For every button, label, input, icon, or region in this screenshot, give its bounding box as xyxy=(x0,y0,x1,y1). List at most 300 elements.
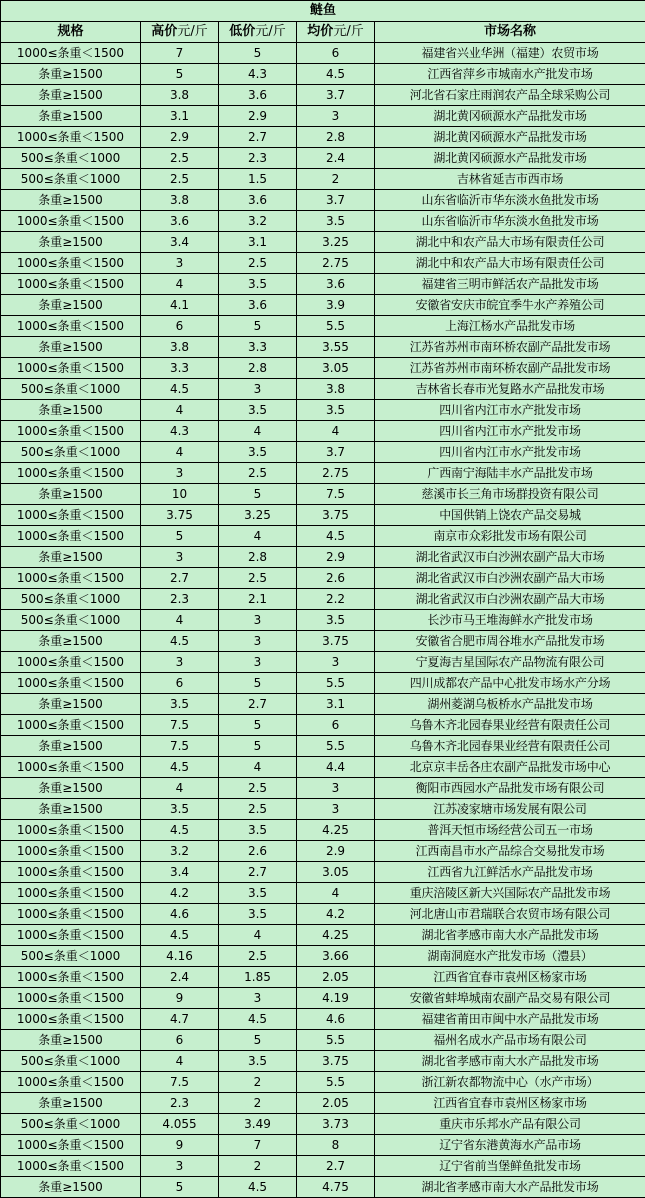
table-row xyxy=(1,988,645,1009)
cell-market: 湖北省武汉市白沙洲农副产品大市场 xyxy=(375,547,645,568)
cell-low-price: 2.9 xyxy=(219,106,297,127)
cell-low-price: 2 xyxy=(219,1072,297,1093)
cell-high-price: 2.7 xyxy=(141,568,219,589)
cell-avg-price: 4 xyxy=(297,421,375,442)
cell-avg-price: 6 xyxy=(297,715,375,736)
cell-low-price: 2 xyxy=(219,1093,297,1114)
cell-spec: 1000≤条重＜1500 xyxy=(1,505,141,526)
cell-spec: 条重≥1500 xyxy=(1,631,141,652)
table-row xyxy=(1,841,645,862)
cell-high-price: 3 xyxy=(141,1156,219,1177)
cell-high-price: 6 xyxy=(141,316,219,337)
cell-spec: 1000≤条重＜1500 xyxy=(1,43,141,64)
cell-low-price: 3.2 xyxy=(219,211,297,232)
cell-low-price: 3 xyxy=(219,379,297,400)
table-row xyxy=(1,610,645,631)
table-row xyxy=(1,358,645,379)
cell-high-price: 7.5 xyxy=(141,736,219,757)
cell-spec: 500≤条重＜1000 xyxy=(1,379,141,400)
cell-low-price: 5 xyxy=(219,736,297,757)
cell-high-price: 4.5 xyxy=(141,925,219,946)
cell-low-price: 2.5 xyxy=(219,799,297,820)
cell-spec: 1000≤条重＜1500 xyxy=(1,715,141,736)
cell-low-price: 3.5 xyxy=(219,1051,297,1072)
cell-market: 湖北中和农产品大市场有限责任公司 xyxy=(375,253,645,274)
cell-market: 河北唐山市君瑞联合农贸市场有限公司 xyxy=(375,904,645,925)
cell-spec: 1000≤条重＜1500 xyxy=(1,358,141,379)
cell-spec: 1000≤条重＜1500 xyxy=(1,988,141,1009)
cell-low-price: 5 xyxy=(219,484,297,505)
table-row xyxy=(1,673,645,694)
header-avg-price xyxy=(297,22,375,43)
cell-high-price: 3.8 xyxy=(141,85,219,106)
cell-spec: 条重≥1500 xyxy=(1,799,141,820)
cell-spec: 500≤条重＜1000 xyxy=(1,1114,141,1135)
cell-spec: 条重≥1500 xyxy=(1,736,141,757)
table-row xyxy=(1,904,645,925)
table-row xyxy=(1,820,645,841)
header-row xyxy=(1,22,645,43)
cell-low-price: 2.5 xyxy=(219,568,297,589)
cell-high-price: 5 xyxy=(141,1177,219,1198)
cell-spec: 1000≤条重＜1500 xyxy=(1,862,141,883)
cell-avg-price: 3.66 xyxy=(297,946,375,967)
cell-high-price: 3.2 xyxy=(141,841,219,862)
cell-low-price: 5 xyxy=(219,43,297,64)
cell-spec: 条重≥1500 xyxy=(1,232,141,253)
cell-avg-price: 4.5 xyxy=(297,526,375,547)
cell-spec: 500≤条重＜1000 xyxy=(1,610,141,631)
cell-high-price: 7 xyxy=(141,43,219,64)
cell-high-price: 3.8 xyxy=(141,190,219,211)
cell-low-price: 4 xyxy=(219,925,297,946)
cell-market: 慈溪市长三角市场群投资有限公司 xyxy=(375,484,645,505)
cell-avg-price: 2.9 xyxy=(297,841,375,862)
cell-market: 江西省宜春市袁州区杨家市场 xyxy=(375,1093,645,1114)
cell-avg-price: 3.55 xyxy=(297,337,375,358)
cell-low-price: 4.5 xyxy=(219,1177,297,1198)
cell-avg-price: 4 xyxy=(297,883,375,904)
cell-avg-price: 2.9 xyxy=(297,547,375,568)
cell-high-price: 4.1 xyxy=(141,295,219,316)
cell-avg-price: 3 xyxy=(297,652,375,673)
cell-avg-price: 3.1 xyxy=(297,694,375,715)
table-row xyxy=(1,631,645,652)
cell-spec: 1000≤条重＜1500 xyxy=(1,463,141,484)
cell-market: 湖北省武汉市白沙洲农副产品大市场 xyxy=(375,589,645,610)
cell-low-price: 2.7 xyxy=(219,862,297,883)
cell-low-price: 4 xyxy=(219,421,297,442)
cell-spec: 1000≤条重＜1500 xyxy=(1,526,141,547)
cell-market: 宁夏海吉星国际农产品物流有限公司 xyxy=(375,652,645,673)
cell-high-price: 9 xyxy=(141,988,219,1009)
cell-avg-price: 3.73 xyxy=(297,1114,375,1135)
cell-market: 普洱天恒市场经营公司五一市场 xyxy=(375,820,645,841)
table-row xyxy=(1,43,645,64)
cell-avg-price: 3.5 xyxy=(297,211,375,232)
table-row xyxy=(1,652,645,673)
cell-high-price: 4 xyxy=(141,778,219,799)
cell-market: 河北省石家庄雨润农产品全球采购公司 xyxy=(375,85,645,106)
cell-low-price: 5 xyxy=(219,673,297,694)
cell-market: 湖北省孝感市南大水产品批发市场 xyxy=(375,1177,645,1198)
cell-spec: 条重≥1500 xyxy=(1,85,141,106)
cell-high-price: 4 xyxy=(141,274,219,295)
cell-avg-price: 4.4 xyxy=(297,757,375,778)
cell-market: 江西省九江鲜活水产品批发市场 xyxy=(375,862,645,883)
cell-low-price: 2.5 xyxy=(219,946,297,967)
table-row xyxy=(1,379,645,400)
cell-avg-price: 3 xyxy=(297,799,375,820)
cell-avg-price: 2.05 xyxy=(297,967,375,988)
cell-high-price: 4.5 xyxy=(141,757,219,778)
header-low-unit: 元/斤 xyxy=(255,24,286,39)
cell-spec: 1000≤条重＜1500 xyxy=(1,568,141,589)
cell-high-price: 4.5 xyxy=(141,379,219,400)
cell-avg-price: 4.2 xyxy=(297,904,375,925)
table-row xyxy=(1,1072,645,1093)
table-row xyxy=(1,694,645,715)
cell-high-price: 3.6 xyxy=(141,211,219,232)
cell-high-price: 5 xyxy=(141,526,219,547)
table-row xyxy=(1,1009,645,1030)
cell-avg-price: 4.75 xyxy=(297,1177,375,1198)
table-row xyxy=(1,169,645,190)
table-row xyxy=(1,106,645,127)
cell-low-price: 3 xyxy=(219,988,297,1009)
table-row xyxy=(1,778,645,799)
cell-spec: 500≤条重＜1000 xyxy=(1,946,141,967)
cell-market: 山东省临沂市华东淡水鱼批发市场 xyxy=(375,211,645,232)
cell-spec: 1000≤条重＜1500 xyxy=(1,673,141,694)
cell-high-price: 3.3 xyxy=(141,358,219,379)
cell-low-price: 4 xyxy=(219,757,297,778)
cell-avg-price: 3.75 xyxy=(297,631,375,652)
cell-low-price: 3.6 xyxy=(219,190,297,211)
table-row xyxy=(1,715,645,736)
table-row xyxy=(1,967,645,988)
table-row xyxy=(1,1093,645,1114)
table-row xyxy=(1,85,645,106)
cell-low-price: 4 xyxy=(219,526,297,547)
cell-low-price: 3.5 xyxy=(219,883,297,904)
table-row xyxy=(1,484,645,505)
cell-spec: 1000≤条重＜1500 xyxy=(1,1072,141,1093)
cell-avg-price: 3.75 xyxy=(297,505,375,526)
table-body xyxy=(1,43,645,1198)
cell-avg-price: 3 xyxy=(297,778,375,799)
table-row xyxy=(1,421,645,442)
header-spec: 规格 xyxy=(1,22,141,43)
cell-spec: 条重≥1500 xyxy=(1,1030,141,1051)
cell-low-price: 2.5 xyxy=(219,463,297,484)
header-low-label: 低价 xyxy=(229,24,256,39)
table-row xyxy=(1,316,645,337)
cell-spec: 1000≤条重＜1500 xyxy=(1,904,141,925)
cell-low-price: 2.3 xyxy=(219,148,297,169)
cell-avg-price: 4.19 xyxy=(297,988,375,1009)
cell-market: 湖北黄冈硕源水产品批发市场 xyxy=(375,148,645,169)
cell-low-price: 5 xyxy=(219,1030,297,1051)
cell-low-price: 7 xyxy=(219,1135,297,1156)
cell-high-price: 4 xyxy=(141,442,219,463)
cell-high-price: 6 xyxy=(141,1030,219,1051)
cell-low-price: 2.7 xyxy=(219,694,297,715)
cell-low-price: 3.5 xyxy=(219,400,297,421)
cell-market: 乌鲁木齐北园春果业经营有限责任公司 xyxy=(375,715,645,736)
cell-high-price: 4 xyxy=(141,400,219,421)
cell-market: 福建省三明市鲜活农产品批发市场 xyxy=(375,274,645,295)
cell-market: 衡阳市西园水产品批发市场有限公司 xyxy=(375,778,645,799)
cell-high-price: 3.8 xyxy=(141,337,219,358)
cell-spec: 1000≤条重＜1500 xyxy=(1,316,141,337)
cell-avg-price: 3.8 xyxy=(297,379,375,400)
cell-spec: 条重≥1500 xyxy=(1,400,141,421)
table-row xyxy=(1,463,645,484)
cell-high-price: 4.6 xyxy=(141,904,219,925)
table-row xyxy=(1,526,645,547)
cell-avg-price: 3.9 xyxy=(297,295,375,316)
cell-high-price: 2.3 xyxy=(141,1093,219,1114)
table-row xyxy=(1,274,645,295)
cell-market: 四川成都农产品中心批发市场水产分场 xyxy=(375,673,645,694)
cell-avg-price: 3.05 xyxy=(297,862,375,883)
cell-low-price: 3.5 xyxy=(219,274,297,295)
header-avg-label: 均价 xyxy=(307,24,334,39)
cell-spec: 条重≥1500 xyxy=(1,1093,141,1114)
cell-spec: 1000≤条重＜1500 xyxy=(1,841,141,862)
cell-high-price: 3 xyxy=(141,463,219,484)
table-row xyxy=(1,925,645,946)
cell-market: 北京京丰岳各庄农副产品批发市场中心 xyxy=(375,757,645,778)
cell-avg-price: 3.6 xyxy=(297,274,375,295)
cell-spec: 500≤条重＜1000 xyxy=(1,442,141,463)
cell-spec: 条重≥1500 xyxy=(1,1177,141,1198)
cell-avg-price: 6 xyxy=(297,43,375,64)
table-title: 鲢鱼 xyxy=(1,1,645,22)
cell-high-price: 3 xyxy=(141,547,219,568)
cell-avg-price: 3.75 xyxy=(297,1051,375,1072)
cell-high-price: 4.055 xyxy=(141,1114,219,1135)
cell-low-price: 3 xyxy=(219,652,297,673)
cell-market: 江苏省苏州市南环桥农副产品批发市场 xyxy=(375,358,645,379)
header-high-label: 高价 xyxy=(151,24,178,39)
cell-spec: 条重≥1500 xyxy=(1,64,141,85)
cell-avg-price: 4.25 xyxy=(297,925,375,946)
cell-spec: 条重≥1500 xyxy=(1,484,141,505)
cell-avg-price: 4.5 xyxy=(297,64,375,85)
cell-high-price: 4.5 xyxy=(141,820,219,841)
cell-avg-price: 5.5 xyxy=(297,1030,375,1051)
cell-market: 重庆涪陵区新大兴国际农产品批发市场 xyxy=(375,883,645,904)
cell-market: 江西省萍乡市城南水产批发市场 xyxy=(375,64,645,85)
cell-low-price: 5 xyxy=(219,316,297,337)
header-high-price xyxy=(141,22,219,43)
cell-market: 上海江杨水产品批发市场 xyxy=(375,316,645,337)
cell-market: 湖北省孝感市南大水产品批发市场 xyxy=(375,925,645,946)
cell-market: 辽宁省前当堡鲜鱼批发市场 xyxy=(375,1156,645,1177)
cell-market: 吉林省长春市光复路水产品批发市场 xyxy=(375,379,645,400)
cell-high-price: 3.75 xyxy=(141,505,219,526)
cell-avg-price: 2.75 xyxy=(297,253,375,274)
cell-avg-price: 7.5 xyxy=(297,484,375,505)
cell-spec: 1000≤条重＜1500 xyxy=(1,253,141,274)
cell-market: 湖北省武汉市白沙洲农副产品大市场 xyxy=(375,568,645,589)
cell-spec: 500≤条重＜1000 xyxy=(1,1051,141,1072)
cell-low-price: 3.6 xyxy=(219,85,297,106)
cell-spec: 条重≥1500 xyxy=(1,778,141,799)
cell-avg-price: 5.5 xyxy=(297,673,375,694)
cell-spec: 1000≤条重＜1500 xyxy=(1,967,141,988)
cell-low-price: 2.1 xyxy=(219,589,297,610)
table-row xyxy=(1,400,645,421)
cell-high-price: 10 xyxy=(141,484,219,505)
table-row xyxy=(1,883,645,904)
table-row xyxy=(1,862,645,883)
cell-low-price: 3.5 xyxy=(219,442,297,463)
cell-market: 福州名成水产品市场有限公司 xyxy=(375,1030,645,1051)
cell-market: 福建省莆田市闽中水产品批发市场 xyxy=(375,1009,645,1030)
cell-spec: 500≤条重＜1000 xyxy=(1,169,141,190)
cell-high-price: 4.7 xyxy=(141,1009,219,1030)
cell-high-price: 2.5 xyxy=(141,148,219,169)
cell-low-price: 3.49 xyxy=(219,1114,297,1135)
cell-market: 江苏凌家塘市场发展有限公司 xyxy=(375,799,645,820)
table-row xyxy=(1,1135,645,1156)
cell-low-price: 4.3 xyxy=(219,64,297,85)
table-row xyxy=(1,505,645,526)
cell-avg-price: 5.5 xyxy=(297,316,375,337)
cell-market: 山东省临沂市华东淡水鱼批发市场 xyxy=(375,190,645,211)
cell-avg-price: 3.05 xyxy=(297,358,375,379)
cell-avg-price: 3.7 xyxy=(297,85,375,106)
cell-avg-price: 2.05 xyxy=(297,1093,375,1114)
cell-avg-price: 2.2 xyxy=(297,589,375,610)
cell-low-price: 2.5 xyxy=(219,778,297,799)
header-avg-unit: 元/斤 xyxy=(333,24,364,39)
table-row xyxy=(1,547,645,568)
cell-market: 湖北黄冈硕源水产品批发市场 xyxy=(375,106,645,127)
table-row xyxy=(1,1177,645,1198)
cell-low-price: 2.8 xyxy=(219,358,297,379)
cell-high-price: 9 xyxy=(141,1135,219,1156)
cell-spec: 1000≤条重＜1500 xyxy=(1,421,141,442)
cell-avg-price: 3 xyxy=(297,106,375,127)
table-row xyxy=(1,295,645,316)
cell-market: 南京市众彩批发市场有限公司 xyxy=(375,526,645,547)
cell-market: 四川省内江市水产批发市场 xyxy=(375,400,645,421)
cell-avg-price: 4.6 xyxy=(297,1009,375,1030)
cell-high-price: 4.5 xyxy=(141,631,219,652)
cell-high-price: 4.2 xyxy=(141,883,219,904)
cell-market: 安徽省安庆市皖宜季牛水产养殖公司 xyxy=(375,295,645,316)
cell-market: 江西南昌市水产品综合交易批发市场 xyxy=(375,841,645,862)
cell-spec: 1000≤条重＜1500 xyxy=(1,757,141,778)
cell-market: 湖南洞庭水产批发市场（澧县） xyxy=(375,946,645,967)
header-low-price xyxy=(219,22,297,43)
cell-spec: 条重≥1500 xyxy=(1,337,141,358)
table-row xyxy=(1,589,645,610)
cell-market: 吉林省延吉市西市场 xyxy=(375,169,645,190)
cell-market: 四川省内江市水产批发市场 xyxy=(375,442,645,463)
cell-avg-price: 2 xyxy=(297,169,375,190)
cell-market: 长沙市马王堆海鲜水产批发市场 xyxy=(375,610,645,631)
cell-market: 湖北黄冈硕源水产品批发市场 xyxy=(375,127,645,148)
cell-low-price: 4.5 xyxy=(219,1009,297,1030)
cell-avg-price: 5.5 xyxy=(297,1072,375,1093)
cell-avg-price: 2.7 xyxy=(297,1156,375,1177)
cell-high-price: 7.5 xyxy=(141,715,219,736)
cell-high-price: 2.5 xyxy=(141,169,219,190)
cell-high-price: 2.3 xyxy=(141,589,219,610)
table-row xyxy=(1,1030,645,1051)
cell-low-price: 2.7 xyxy=(219,127,297,148)
cell-market: 广西南宁海陆丰水产品批发市场 xyxy=(375,463,645,484)
table-row xyxy=(1,148,645,169)
table-row xyxy=(1,127,645,148)
cell-low-price: 2.6 xyxy=(219,841,297,862)
header-market: 市场名称 xyxy=(375,22,645,43)
cell-low-price: 2 xyxy=(219,1156,297,1177)
cell-market: 浙江新农都物流中心（水产市场） xyxy=(375,1072,645,1093)
cell-spec: 条重≥1500 xyxy=(1,106,141,127)
cell-high-price: 3.5 xyxy=(141,694,219,715)
cell-spec: 1000≤条重＜1500 xyxy=(1,211,141,232)
cell-high-price: 3 xyxy=(141,652,219,673)
cell-market: 湖州菱湖乌板桥水产品批发市场 xyxy=(375,694,645,715)
cell-high-price: 7.5 xyxy=(141,1072,219,1093)
cell-high-price: 4.16 xyxy=(141,946,219,967)
table-row xyxy=(1,442,645,463)
cell-avg-price: 3.5 xyxy=(297,400,375,421)
cell-avg-price: 4.25 xyxy=(297,820,375,841)
cell-high-price: 3.1 xyxy=(141,106,219,127)
cell-avg-price: 2.4 xyxy=(297,148,375,169)
cell-high-price: 3.4 xyxy=(141,862,219,883)
header-high-unit: 元/斤 xyxy=(177,24,208,39)
table-row xyxy=(1,568,645,589)
cell-high-price: 4 xyxy=(141,610,219,631)
cell-spec: 500≤条重＜1000 xyxy=(1,589,141,610)
table-row xyxy=(1,64,645,85)
cell-spec: 1000≤条重＜1500 xyxy=(1,1156,141,1177)
cell-avg-price: 2.8 xyxy=(297,127,375,148)
cell-market: 四川省内江市水产批发市场 xyxy=(375,421,645,442)
cell-spec: 1000≤条重＜1500 xyxy=(1,1135,141,1156)
cell-market: 乌鲁木齐北园春果业经营有限责任公司 xyxy=(375,736,645,757)
cell-low-price: 2.5 xyxy=(219,253,297,274)
cell-low-price: 3.3 xyxy=(219,337,297,358)
cell-market: 重庆市乐邦水产品有限公司 xyxy=(375,1114,645,1135)
cell-low-price: 3.6 xyxy=(219,295,297,316)
table-row xyxy=(1,946,645,967)
cell-spec: 1000≤条重＜1500 xyxy=(1,652,141,673)
cell-market: 湖北中和农产品大市场有限责任公司 xyxy=(375,232,645,253)
cell-low-price: 3 xyxy=(219,610,297,631)
cell-low-price: 3.25 xyxy=(219,505,297,526)
table-row xyxy=(1,799,645,820)
cell-avg-price: 2.6 xyxy=(297,568,375,589)
cell-market: 安徽省蚌埠城南农副产品交易有限公司 xyxy=(375,988,645,1009)
cell-low-price: 3 xyxy=(219,631,297,652)
cell-low-price: 2.8 xyxy=(219,547,297,568)
cell-low-price: 1.5 xyxy=(219,169,297,190)
cell-spec: 条重≥1500 xyxy=(1,190,141,211)
table-row xyxy=(1,337,645,358)
cell-low-price: 3.1 xyxy=(219,232,297,253)
table-row xyxy=(1,190,645,211)
cell-high-price: 4.3 xyxy=(141,421,219,442)
